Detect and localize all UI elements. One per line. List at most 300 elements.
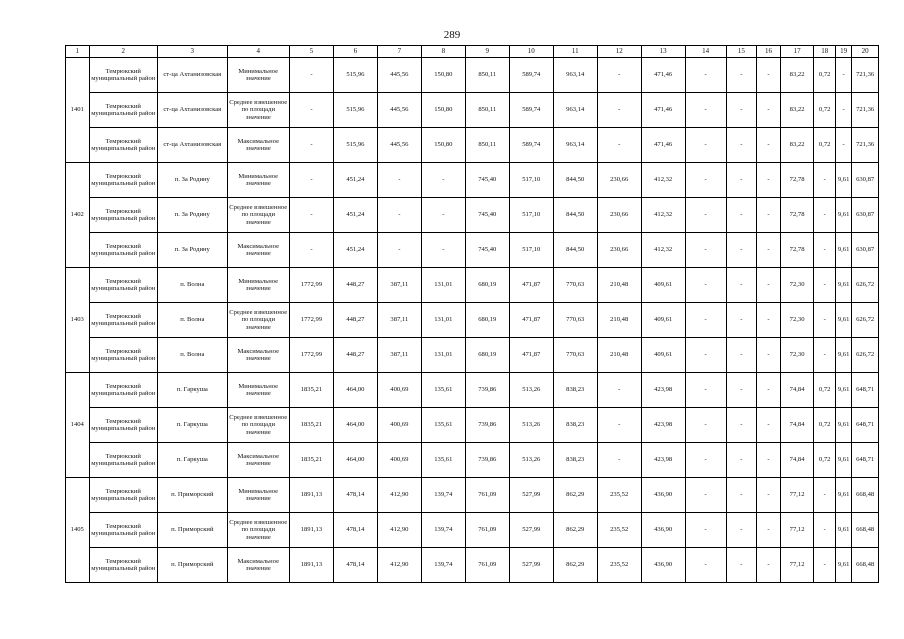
- value-cell: 721,36: [852, 128, 879, 163]
- value-cell: 445,56: [377, 93, 421, 128]
- value-cell: -: [814, 198, 835, 233]
- value-type-cell: Среднее взвешенное по площади значение: [227, 513, 289, 548]
- column-header: 20: [852, 46, 879, 58]
- district-cell: Темрюкский муниципальный район: [89, 93, 158, 128]
- cadastral-value-table: [65, 45, 879, 583]
- value-cell: 139,74: [421, 513, 465, 548]
- page-number: 289: [443, 29, 461, 41]
- value-cell: -: [597, 373, 641, 408]
- value-cell: 527,99: [509, 513, 553, 548]
- value-cell: 409,61: [641, 338, 685, 373]
- value-cell: 72,30: [780, 303, 814, 338]
- value-type-cell: Среднее взвешенное по площади значение: [227, 93, 289, 128]
- value-cell: 838,23: [553, 408, 597, 443]
- value-cell: 9,61: [835, 443, 851, 478]
- column-header: 15: [726, 46, 757, 58]
- value-cell: -: [685, 163, 726, 198]
- value-cell: -: [726, 478, 757, 513]
- value-type-cell: Максимальное значение: [227, 233, 289, 268]
- value-cell: -: [726, 548, 757, 583]
- value-cell: 83,22: [780, 58, 814, 93]
- value-cell: -: [685, 198, 726, 233]
- value-cell: 739,86: [465, 408, 509, 443]
- value-type-cell: Среднее взвешенное по площади значение: [227, 408, 289, 443]
- value-cell: -: [685, 373, 726, 408]
- value-cell: -: [726, 373, 757, 408]
- value-cell: -: [726, 163, 757, 198]
- value-cell: 139,74: [421, 478, 465, 513]
- district-cell: Темрюкский муниципальный район: [89, 163, 158, 198]
- value-cell: 0,72: [814, 373, 835, 408]
- value-cell: 862,29: [553, 548, 597, 583]
- table-row: [66, 478, 879, 513]
- value-type-cell: Среднее взвешенное по площади значение: [227, 303, 289, 338]
- table-row: [66, 198, 879, 233]
- value-cell: -: [757, 443, 781, 478]
- value-cell: 471,87: [509, 268, 553, 303]
- value-cell: -: [597, 93, 641, 128]
- value-cell: 412,32: [641, 198, 685, 233]
- value-cell: -: [685, 268, 726, 303]
- table-row: [66, 93, 879, 128]
- value-cell: -: [757, 128, 781, 163]
- value-cell: 9,61: [835, 163, 851, 198]
- value-cell: -: [685, 128, 726, 163]
- value-cell: 478,14: [333, 478, 377, 513]
- district-cell: Темрюкский муниципальный район: [89, 373, 158, 408]
- column-header: 14: [685, 46, 726, 58]
- value-cell: 9,61: [835, 233, 851, 268]
- table-row: [66, 58, 879, 93]
- settlement-cell: п. Гаркуша: [158, 443, 228, 478]
- value-cell: 235,52: [597, 478, 641, 513]
- value-type-cell: Максимальное значение: [227, 548, 289, 583]
- settlement-cell: п. Гаркуша: [158, 408, 228, 443]
- value-cell: -: [685, 58, 726, 93]
- value-cell: 850,11: [465, 128, 509, 163]
- value-cell: 436,90: [641, 478, 685, 513]
- value-cell: 668,48: [852, 513, 879, 548]
- value-cell: 9,61: [835, 338, 851, 373]
- value-cell: 74,84: [780, 373, 814, 408]
- value-cell: 9,61: [835, 548, 851, 583]
- settlement-cell: п. Волна: [158, 338, 228, 373]
- value-cell: -: [757, 198, 781, 233]
- value-cell: 626,72: [852, 303, 879, 338]
- value-cell: -: [421, 163, 465, 198]
- value-cell: -: [685, 303, 726, 338]
- value-cell: -: [814, 478, 835, 513]
- value-cell: 963,14: [553, 128, 597, 163]
- value-cell: 721,36: [852, 93, 879, 128]
- value-cell: 471,46: [641, 128, 685, 163]
- value-type-cell: Максимальное значение: [227, 443, 289, 478]
- value-cell: 400,69: [377, 443, 421, 478]
- settlement-cell: п. За Родину: [158, 163, 228, 198]
- value-cell: 448,27: [333, 268, 377, 303]
- value-cell: -: [289, 128, 333, 163]
- value-cell: 527,99: [509, 478, 553, 513]
- value-cell: 451,24: [333, 233, 377, 268]
- value-cell: -: [726, 268, 757, 303]
- table-row: [66, 443, 879, 478]
- value-cell: 517,10: [509, 198, 553, 233]
- district-cell: Темрюкский муниципальный район: [89, 198, 158, 233]
- district-cell: Темрюкский муниципальный район: [89, 408, 158, 443]
- table-row: [66, 513, 879, 548]
- value-cell: 464,00: [333, 443, 377, 478]
- value-cell: 668,48: [852, 478, 879, 513]
- value-cell: -: [597, 408, 641, 443]
- value-cell: -: [377, 163, 421, 198]
- value-cell: 745,40: [465, 233, 509, 268]
- value-cell: 471,46: [641, 93, 685, 128]
- table-row: [66, 548, 879, 583]
- value-cell: -: [289, 58, 333, 93]
- district-cell: Темрюкский муниципальный район: [89, 513, 158, 548]
- value-cell: 770,63: [553, 268, 597, 303]
- value-cell: -: [814, 233, 835, 268]
- column-header: 5: [289, 46, 333, 58]
- value-cell: 131,01: [421, 338, 465, 373]
- value-cell: -: [757, 163, 781, 198]
- district-cell: Темрюкский муниципальный район: [89, 338, 158, 373]
- district-cell: Темрюкский муниципальный район: [89, 548, 158, 583]
- value-cell: 1891,13: [289, 548, 333, 583]
- value-cell: 9,61: [835, 373, 851, 408]
- settlement-cell: ст-ца Ахтанизовская: [158, 128, 228, 163]
- value-cell: 471,87: [509, 303, 553, 338]
- value-cell: -: [685, 93, 726, 128]
- row-number: 1403: [66, 268, 90, 373]
- value-cell: 963,14: [553, 58, 597, 93]
- value-cell: -: [685, 513, 726, 548]
- value-cell: 9,61: [835, 198, 851, 233]
- value-cell: 745,40: [465, 163, 509, 198]
- value-cell: 409,61: [641, 268, 685, 303]
- value-cell: -: [757, 303, 781, 338]
- value-cell: -: [685, 338, 726, 373]
- district-cell: Темрюкский муниципальный район: [89, 128, 158, 163]
- value-cell: 150,80: [421, 93, 465, 128]
- value-cell: 680,19: [465, 303, 509, 338]
- value-cell: 412,32: [641, 233, 685, 268]
- table-row: [66, 338, 879, 373]
- value-cell: 210,48: [597, 338, 641, 373]
- value-cell: 1891,13: [289, 513, 333, 548]
- table-row: [66, 408, 879, 443]
- value-cell: 513,26: [509, 443, 553, 478]
- value-cell: -: [289, 163, 333, 198]
- value-cell: -: [814, 513, 835, 548]
- value-cell: 478,14: [333, 548, 377, 583]
- value-cell: 515,96: [333, 58, 377, 93]
- value-cell: 513,26: [509, 408, 553, 443]
- settlement-cell: п. Приморский: [158, 513, 228, 548]
- column-header: 1: [66, 46, 90, 58]
- column-header: 16: [757, 46, 781, 58]
- value-cell: -: [726, 233, 757, 268]
- value-cell: 0,72: [814, 408, 835, 443]
- district-cell: Темрюкский муниципальный район: [89, 478, 158, 513]
- value-cell: -: [685, 443, 726, 478]
- value-cell: 517,10: [509, 233, 553, 268]
- value-cell: 1772,99: [289, 338, 333, 373]
- value-cell: 471,87: [509, 338, 553, 373]
- value-type-cell: Максимальное значение: [227, 338, 289, 373]
- value-cell: -: [289, 198, 333, 233]
- value-cell: 448,27: [333, 303, 377, 338]
- value-cell: 423,98: [641, 408, 685, 443]
- value-cell: 648,71: [852, 408, 879, 443]
- value-cell: 423,98: [641, 443, 685, 478]
- value-cell: 139,74: [421, 548, 465, 583]
- value-cell: 1835,21: [289, 408, 333, 443]
- table-body: [66, 58, 879, 583]
- value-cell: 72,78: [780, 198, 814, 233]
- value-cell: 135,61: [421, 373, 465, 408]
- column-header: 18: [814, 46, 835, 58]
- value-cell: 844,50: [553, 233, 597, 268]
- value-cell: 230,66: [597, 233, 641, 268]
- value-cell: 1891,13: [289, 478, 333, 513]
- value-cell: -: [835, 128, 851, 163]
- value-cell: -: [377, 198, 421, 233]
- value-cell: 626,72: [852, 268, 879, 303]
- value-cell: 77,12: [780, 548, 814, 583]
- value-cell: -: [757, 58, 781, 93]
- value-cell: 400,69: [377, 408, 421, 443]
- value-cell: 150,80: [421, 128, 465, 163]
- value-cell: -: [421, 198, 465, 233]
- value-type-cell: Минимальное значение: [227, 478, 289, 513]
- value-cell: 680,19: [465, 338, 509, 373]
- value-type-cell: Минимальное значение: [227, 373, 289, 408]
- value-cell: 1772,99: [289, 303, 333, 338]
- column-header: 19: [835, 46, 851, 58]
- value-cell: 412,32: [641, 163, 685, 198]
- value-cell: 387,11: [377, 338, 421, 373]
- value-cell: 478,14: [333, 513, 377, 548]
- value-cell: -: [814, 163, 835, 198]
- row-number: 1404: [66, 373, 90, 478]
- column-header: 13: [641, 46, 685, 58]
- column-header: 10: [509, 46, 553, 58]
- district-cell: Темрюкский муниципальный район: [89, 303, 158, 338]
- value-cell: 230,66: [597, 163, 641, 198]
- value-cell: -: [597, 58, 641, 93]
- value-cell: -: [726, 128, 757, 163]
- value-cell: 630,87: [852, 163, 879, 198]
- value-cell: -: [685, 548, 726, 583]
- column-header: 2: [89, 46, 158, 58]
- value-cell: 517,10: [509, 163, 553, 198]
- settlement-cell: п. За Родину: [158, 198, 228, 233]
- column-header: 11: [553, 46, 597, 58]
- settlement-cell: п. Приморский: [158, 478, 228, 513]
- value-cell: 77,12: [780, 478, 814, 513]
- value-cell: -: [757, 548, 781, 583]
- value-cell: 72,78: [780, 233, 814, 268]
- value-cell: 770,63: [553, 338, 597, 373]
- value-cell: -: [597, 128, 641, 163]
- value-cell: 445,56: [377, 128, 421, 163]
- value-cell: 72,30: [780, 338, 814, 373]
- value-cell: -: [814, 268, 835, 303]
- value-cell: -: [757, 513, 781, 548]
- row-number: 1405: [66, 478, 90, 583]
- value-cell: 409,61: [641, 303, 685, 338]
- value-cell: 721,36: [852, 58, 879, 93]
- value-cell: 131,01: [421, 268, 465, 303]
- settlement-cell: п. Волна: [158, 303, 228, 338]
- value-cell: 72,30: [780, 268, 814, 303]
- value-cell: -: [757, 268, 781, 303]
- value-cell: 850,11: [465, 93, 509, 128]
- value-cell: -: [289, 233, 333, 268]
- value-cell: 135,61: [421, 408, 465, 443]
- value-cell: 589,74: [509, 93, 553, 128]
- row-number: 1401: [66, 58, 90, 163]
- value-cell: 9,61: [835, 478, 851, 513]
- value-cell: 0,72: [814, 58, 835, 93]
- value-cell: -: [726, 303, 757, 338]
- value-cell: 464,00: [333, 408, 377, 443]
- table-row: [66, 268, 879, 303]
- value-cell: 515,96: [333, 93, 377, 128]
- column-header: 3: [158, 46, 228, 58]
- value-cell: 0,72: [814, 93, 835, 128]
- value-cell: 761,09: [465, 478, 509, 513]
- table-row: [66, 373, 879, 408]
- value-cell: 515,96: [333, 128, 377, 163]
- column-header: 4: [227, 46, 289, 58]
- value-cell: 412,90: [377, 513, 421, 548]
- value-cell: -: [289, 93, 333, 128]
- value-cell: -: [757, 233, 781, 268]
- value-cell: -: [685, 408, 726, 443]
- value-cell: 862,29: [553, 513, 597, 548]
- value-cell: 436,90: [641, 513, 685, 548]
- value-cell: 648,71: [852, 443, 879, 478]
- value-cell: 838,23: [553, 373, 597, 408]
- settlement-cell: п. Волна: [158, 268, 228, 303]
- value-cell: 963,14: [553, 93, 597, 128]
- district-cell: Темрюкский муниципальный район: [89, 268, 158, 303]
- value-cell: 77,12: [780, 513, 814, 548]
- value-cell: 630,87: [852, 198, 879, 233]
- table-row: [66, 128, 879, 163]
- value-cell: 451,24: [333, 163, 377, 198]
- value-cell: 850,11: [465, 58, 509, 93]
- value-cell: 451,24: [333, 198, 377, 233]
- value-cell: -: [757, 408, 781, 443]
- column-header: 12: [597, 46, 641, 58]
- value-cell: 513,26: [509, 373, 553, 408]
- table-row: [66, 233, 879, 268]
- value-cell: 739,86: [465, 373, 509, 408]
- value-cell: 387,11: [377, 303, 421, 338]
- value-cell: -: [757, 93, 781, 128]
- value-cell: 74,84: [780, 443, 814, 478]
- value-cell: 235,52: [597, 548, 641, 583]
- value-cell: 630,87: [852, 233, 879, 268]
- value-cell: 862,29: [553, 478, 597, 513]
- column-header: 6: [333, 46, 377, 58]
- value-cell: 9,61: [835, 408, 851, 443]
- value-cell: 436,90: [641, 548, 685, 583]
- value-cell: 464,00: [333, 373, 377, 408]
- value-cell: 9,61: [835, 303, 851, 338]
- column-header: 9: [465, 46, 509, 58]
- value-cell: 626,72: [852, 338, 879, 373]
- value-cell: 1772,99: [289, 268, 333, 303]
- value-cell: 844,50: [553, 163, 597, 198]
- value-cell: 445,56: [377, 58, 421, 93]
- value-cell: -: [685, 233, 726, 268]
- value-cell: 770,63: [553, 303, 597, 338]
- value-cell: 844,50: [553, 198, 597, 233]
- table-row: [66, 163, 879, 198]
- value-cell: -: [726, 93, 757, 128]
- value-cell: 739,86: [465, 443, 509, 478]
- value-type-cell: Минимальное значение: [227, 58, 289, 93]
- value-cell: -: [835, 58, 851, 93]
- value-cell: 838,23: [553, 443, 597, 478]
- value-cell: 0,72: [814, 443, 835, 478]
- value-cell: 83,22: [780, 93, 814, 128]
- value-cell: -: [814, 338, 835, 373]
- value-cell: 150,80: [421, 58, 465, 93]
- value-cell: -: [814, 548, 835, 583]
- value-cell: 230,66: [597, 198, 641, 233]
- value-cell: 761,09: [465, 513, 509, 548]
- value-cell: -: [685, 478, 726, 513]
- value-cell: -: [597, 443, 641, 478]
- district-cell: Темрюкский муниципальный район: [89, 233, 158, 268]
- value-cell: -: [726, 513, 757, 548]
- value-type-cell: Минимальное значение: [227, 163, 289, 198]
- value-type-cell: Среднее взвешенное по площади значение: [227, 198, 289, 233]
- value-cell: 387,11: [377, 268, 421, 303]
- value-cell: 9,61: [835, 268, 851, 303]
- value-cell: 680,19: [465, 268, 509, 303]
- value-cell: -: [726, 198, 757, 233]
- value-cell: 589,74: [509, 128, 553, 163]
- value-cell: -: [726, 338, 757, 373]
- value-cell: 589,74: [509, 58, 553, 93]
- row-number: 1402: [66, 163, 90, 268]
- value-cell: 471,46: [641, 58, 685, 93]
- settlement-cell: п. За Родину: [158, 233, 228, 268]
- value-cell: -: [757, 338, 781, 373]
- value-cell: 412,90: [377, 478, 421, 513]
- value-cell: 210,48: [597, 268, 641, 303]
- value-cell: -: [757, 478, 781, 513]
- value-cell: -: [814, 303, 835, 338]
- value-type-cell: Максимальное значение: [227, 128, 289, 163]
- value-cell: 1835,21: [289, 443, 333, 478]
- value-cell: 9,61: [835, 513, 851, 548]
- settlement-cell: п. Гаркуша: [158, 373, 228, 408]
- value-cell: 761,09: [465, 548, 509, 583]
- value-cell: 400,69: [377, 373, 421, 408]
- value-cell: -: [421, 233, 465, 268]
- value-cell: 74,84: [780, 408, 814, 443]
- value-cell: 135,61: [421, 443, 465, 478]
- value-cell: -: [726, 443, 757, 478]
- value-cell: -: [757, 373, 781, 408]
